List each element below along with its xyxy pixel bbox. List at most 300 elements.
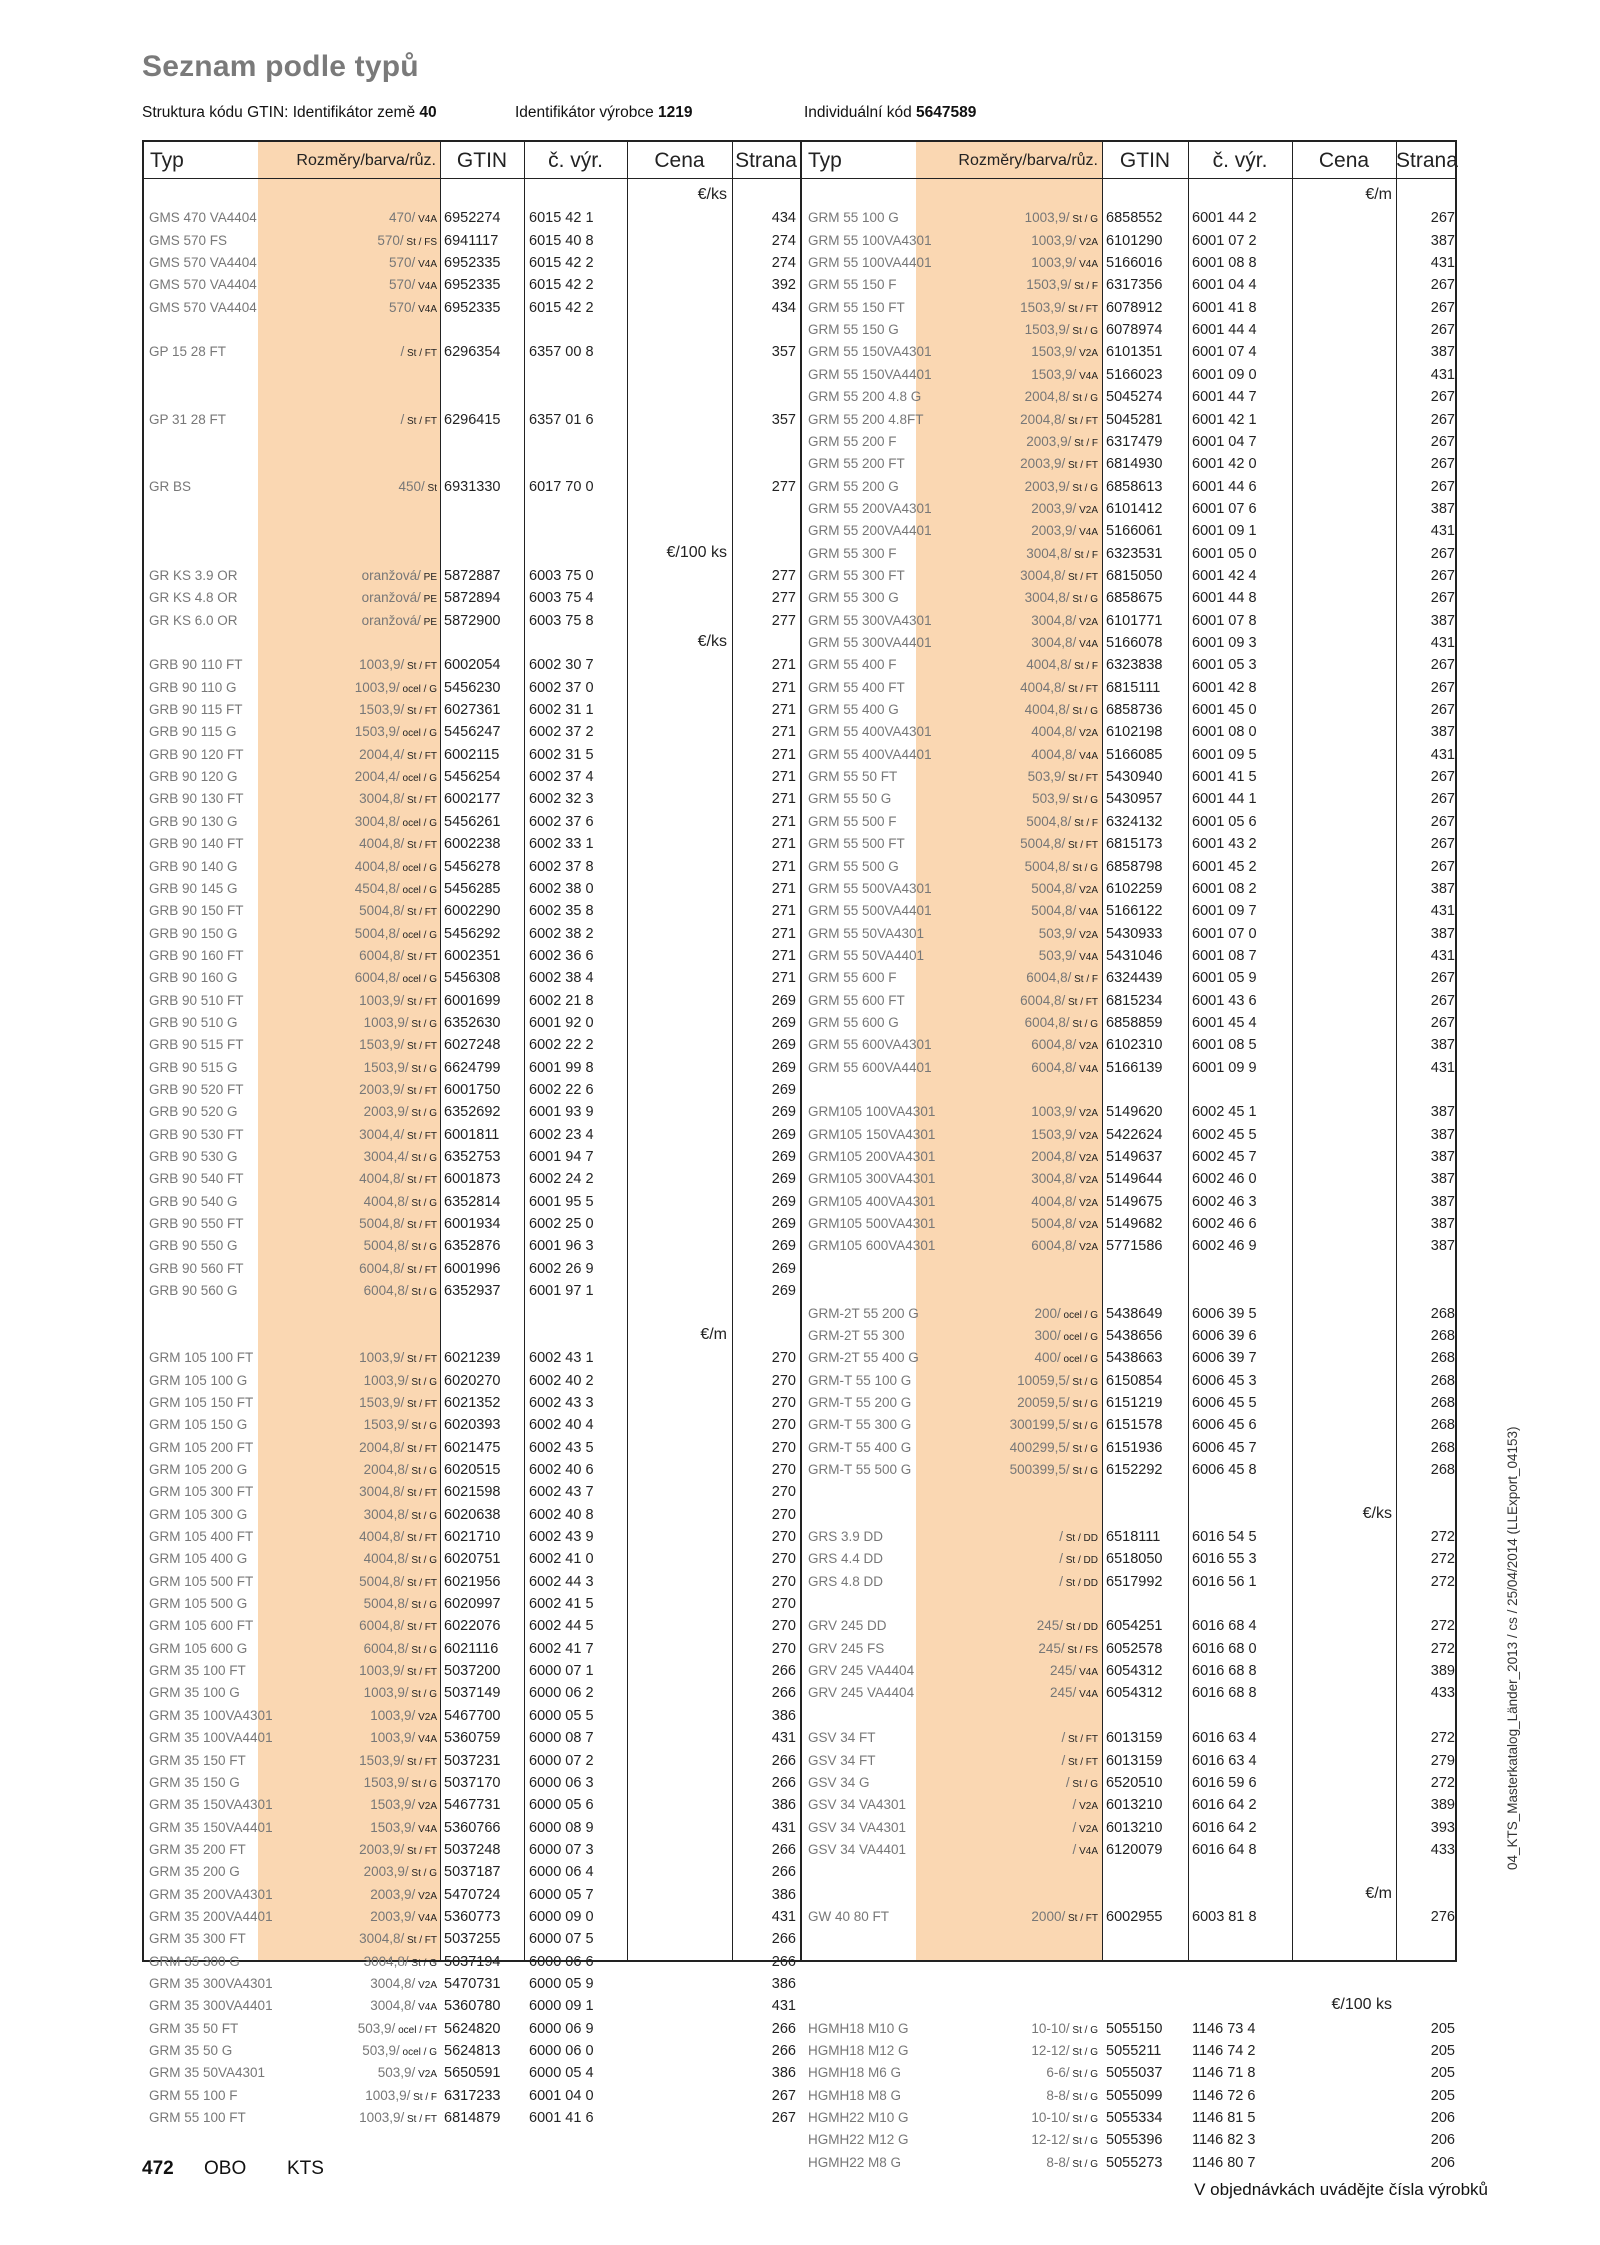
dimension-cell: 1503,9/ ocel / G [354,724,437,740]
page-ref-cell: 272 [1430,1529,1455,1545]
page-ref-cell: 270 [771,1417,796,1434]
dimension-cell: 20059,5/ St / G [1017,1394,1098,1410]
page-ref-cell: 386 [771,1976,796,1992]
page-ref-cell: 387 [1430,925,1455,942]
gtin-cell: 5650591 [444,2065,501,2082]
page-ref-cell: 269 [771,1216,796,1233]
gtin-cell: 6102310 [1106,1037,1163,1054]
article-number-cell: 6002 37 8 [529,858,594,875]
gtin-cell: 5055273 [1106,2154,1163,2171]
type-cell: GRM 35 100 FT [149,1663,246,1679]
material-label: St / G [1069,706,1098,718]
material-label: St / FT [404,1935,437,1947]
material-label: V2A [1076,929,1098,941]
article-number-cell: 6001 05 9 [1192,970,1257,987]
dimension-cell: 1503,9/ St / G [363,1417,437,1433]
material-label: St / FT [404,661,437,673]
gtin-cell: 6020393 [444,1417,501,1434]
type-cell: GRM-T 55 200 G [808,1394,912,1410]
material-label: St / DD [1062,1555,1098,1567]
table-row [144,745,1455,765]
type-cell: GRM 55 50VA4301 [808,925,925,941]
gtin-cell: 5037170 [444,1774,501,1791]
page-ref-cell: 387 [1430,1171,1455,1188]
page-ref-cell: 269 [771,992,796,1009]
article-number-cell: 6000 06 6 [529,1953,594,1970]
table-row [144,991,1455,1011]
gtin-cell: 5055334 [1106,2110,1163,2127]
page-ref-cell: 206 [1430,2132,1455,2149]
type-cell: GRB 90 510 G [149,1014,238,1030]
page-ref-cell: 267 [1430,679,1455,696]
type-cell: GRM 55 400VA4401 [808,746,932,762]
page-ref-cell: 205 [1430,2020,1455,2037]
page-ref-cell: 271 [771,903,796,920]
dimension-cell: 6004,8/ St / G [1024,1014,1098,1030]
table-row [144,2130,1455,2150]
type-cell: GMS 470 VA4404 [149,210,257,226]
gtin-cell: 5055396 [1106,2132,1163,2149]
gtin-cell: 5037200 [444,1663,501,1680]
type-cell: GRS 4.4 DD [808,1551,884,1567]
page-ref-cell: 431 [771,1908,796,1925]
gtin-cell: 6002351 [444,947,501,964]
material-label: St / G [1069,1443,1098,1455]
article-number-cell: 6006 45 3 [1192,1372,1257,1389]
dimension-cell: 4004,8/ St / FT [359,836,437,852]
article-number-cell: 6000 09 1 [529,1998,594,2015]
gtin-cell: 6858552 [1106,210,1163,227]
type-cell: GP 31 28 FT [149,411,227,427]
gtin-cell: 5055037 [1106,2065,1163,2082]
type-cell: GRB 90 520 G [149,1104,238,1120]
type-cell: GRB 90 140 G [149,858,238,874]
type-cell: GRB 90 560 FT [149,1260,244,1276]
page-ref-cell: 431 [771,1730,796,1747]
type-cell: GRM 35 150VA4301 [149,1797,273,1813]
article-number-cell: 1146 73 4 [1192,2020,1256,2037]
table-row [144,1348,1455,1368]
order-note: V objednávkách uvádějte čísla výrobků [1194,2180,1488,2199]
gtin-cell: 6001934 [444,1216,501,1233]
type-cell: GRM-T 55 500 G [808,1461,912,1477]
dimension-cell: / St / FT [1061,1730,1098,1746]
material-label: St / G [1069,1778,1098,1790]
table-row [144,655,1455,675]
material-label: St / FT [404,1577,437,1589]
page-ref-cell: 431 [1430,903,1455,920]
page-ref-cell: 386 [771,1707,796,1724]
table-row [144,1125,1455,1145]
material-label: V2A [1076,236,1098,248]
type-cell: GRM 35 300VA4401 [149,1998,273,2014]
material-label: V4A [1076,1845,1098,1857]
dimension-cell: 450/ St [398,478,437,494]
dimension-cell: 4504,8/ ocel / G [354,880,437,896]
gtin-cell: 6102259 [1106,880,1163,897]
material-label: ocel / G [1060,1331,1098,1343]
material-label: St / FT [1065,571,1098,583]
article-number-cell: 6002 46 3 [1192,1193,1257,1210]
article-number-cell: 6002 38 4 [529,970,594,987]
header-dims: Rozměry/barva/růz. [958,152,1098,169]
dimension-cell: / V2A [1072,1819,1098,1835]
table-row [144,454,1455,474]
material-label: St / FT [1065,415,1098,427]
table-row [144,1996,1455,2016]
dimension-cell: 503,9/ ocel / FT [357,2020,437,2036]
gtin-cell: 5456278 [444,858,501,875]
article-number-cell: 6016 55 3 [1192,1551,1257,1568]
page-ref-cell: 268 [1430,1417,1455,1434]
dimension-cell: 503,9/ St / FT [1027,769,1098,785]
type-cell: GRB 90 560 G [149,1283,238,1299]
gtin-cell: 5438656 [1106,1327,1163,1344]
gtin-cell: 5456292 [444,925,501,942]
gtin-cell: 6101351 [1106,344,1163,361]
material-label: ocel / G [399,884,437,896]
dimension-cell: 245/ St / DD [1036,1618,1098,1634]
article-number-cell: 6003 75 4 [529,590,594,607]
gtin-cell: 6021239 [444,1350,501,1367]
article-number-cell: 6001 42 0 [1192,456,1257,473]
dimension-cell: 6004,8/ St / FT [359,1618,437,1634]
article-number-cell: 6016 63 4 [1192,1752,1257,1769]
table-row [144,1192,1455,1212]
material-label: St / G [1069,2069,1098,2081]
dimension-cell: 6004,8/ St / FT [1020,992,1098,1008]
gtin-cell: 5467700 [444,1707,501,1724]
gtin-cell: 6054251 [1106,1618,1163,1635]
table-row [144,611,1455,631]
dimension-cell: 570/ V4A [389,277,437,293]
article-number-cell: 6001 41 6 [529,2110,594,2127]
article-number-cell: 6001 05 6 [1192,813,1257,830]
dimension-cell: 1003,9/ St / G [1024,210,1098,226]
gtin-cell: 6352753 [444,1149,501,1166]
page-ref-cell: 434 [771,210,796,227]
article-number-cell: 6002 37 0 [529,679,594,696]
dimension-cell: 2003,9/ St / G [1024,478,1098,494]
dimension-cell: 1503,9/ St / FT [1020,299,1098,315]
article-number-cell: 6002 37 6 [529,813,594,830]
article-number-cell: 6001 07 8 [1192,612,1257,629]
material-label: St / FT [404,1488,437,1500]
table-row [144,2153,1455,2173]
page-ref-cell: 270 [771,1484,796,1501]
material-label: St / FT [404,996,437,1008]
gtin-cell: 6317233 [444,2087,501,2104]
material-label: St / G [1069,393,1098,405]
article-number-cell: 6002 45 5 [1192,1126,1257,1143]
article-number-cell: 6001 45 0 [1192,702,1257,719]
page-ref-cell: 272 [1430,1551,1455,1568]
page-ref-cell: 267 [1430,813,1455,830]
table-row [144,1505,1455,1525]
article-number-cell: 6000 07 1 [529,1663,594,1680]
material-label: V2A [415,1980,437,1991]
gtin-cell: 6020638 [444,1506,501,1523]
article-number-cell: 6015 42 1 [529,210,594,227]
type-cell: GRB 90 160 G [149,970,238,986]
page-ref-cell: 274 [771,255,796,272]
material-label: St / FT [1065,460,1098,472]
type-cell: GR KS 6.0 OR [149,612,238,628]
type-cell: GRM 55 500 G [808,858,899,874]
header-gtin: GTIN [456,149,508,172]
article-number-cell: 6002 46 6 [1192,1216,1257,1233]
table-row [144,275,1455,295]
material-label: St / FT [404,1667,437,1679]
material-label: V4A [1076,907,1098,919]
gtin-cell: 6352937 [444,1283,501,1300]
article-number-cell: 6003 75 0 [529,567,594,584]
catalog-name: KTS [287,2158,324,2179]
page-ref-cell: 269 [771,1126,796,1143]
page-ref-cell: 387 [1430,344,1455,361]
type-cell: GSV 34 VA4301 [808,1819,907,1835]
type-cell: GRB 90 530 FT [149,1126,244,1142]
table-row [144,432,1455,452]
type-cell: GRM 35 300 G [149,1953,240,1969]
article-number-cell: 6001 04 7 [1192,433,1257,450]
gtin-cell: 6624799 [444,1059,501,1076]
gtin-cell: 6952274 [444,210,501,227]
dimension-cell: 1003,9/ St / FT [359,1350,437,1366]
dimension-cell: 1503,9/ V2A [370,1797,437,1813]
type-cell: GRB 90 130 FT [149,791,244,807]
page-ref-cell: 267 [1430,456,1455,473]
article-number-cell: 6002 40 4 [529,1417,594,1434]
gtin-cell: 6352814 [444,1193,501,1210]
dimension-cell: 2003,9/ V4A [1031,523,1098,539]
dimension-cell: 3004,4/ St / FT [359,1126,437,1142]
price-unit: €/ks [697,633,727,650]
page-ref-cell: 272 [1430,1573,1455,1590]
type-cell: GR BS [149,478,192,494]
type-cell: GRM 35 100 G [149,1685,240,1701]
material-label: ocel / G [399,2047,437,2059]
type-cell: GRB 90 515 FT [149,1037,244,1053]
page-ref-cell: 386 [771,1886,796,1903]
material-label: St / G [1069,326,1098,338]
type-cell: HGMH18 M10 G [808,2020,909,2036]
gtin-cell: 6941117 [444,232,499,249]
gtin-cell: 6815173 [1106,836,1163,853]
table-row [144,1460,1455,1480]
material-label: St / G [408,1242,437,1254]
article-number-cell: 6002 35 8 [529,903,594,920]
page-ref-cell: 269 [771,1238,796,1255]
article-number-cell: 6001 44 6 [1192,478,1257,495]
article-number-cell: 6001 09 7 [1192,903,1257,920]
article-number-cell: 6002 43 7 [529,1484,594,1501]
material-label: St / G [1069,2024,1098,2036]
dimension-cell: 1003,9/ St / G [363,1372,437,1388]
article-number-cell: 6001 07 0 [1192,925,1257,942]
dimension-cell: 6004,8/ St / FT [359,1260,437,1276]
article-number-cell: 6002 24 2 [529,1171,594,1188]
article-number-cell: 6000 07 3 [529,1841,594,1858]
header-divider [144,178,1455,179]
type-cell: GRM 105 100 G [149,1372,248,1388]
type-cell: GRM 55 100 FT [149,2110,246,2126]
dimension-cell: 4004,8/ V2A [1031,1193,1098,1209]
article-number-cell: 6000 06 2 [529,1685,594,1702]
article-number-cell: 6001 99 8 [529,1059,594,1076]
material-label: St / FT [404,1756,437,1768]
article-number-cell: 6001 44 8 [1192,590,1257,607]
table-row [144,298,1455,318]
table-row [144,342,1455,362]
type-cell: GR KS 3.9 OR [149,567,238,583]
material-label: St / FT [1065,683,1098,695]
page-ref-cell: 271 [771,791,796,808]
type-cell: GRM-2T 55 400 G [808,1350,919,1366]
type-cell: GRM 35 50 G [149,2043,233,2059]
material-label: V4A [1076,370,1098,382]
article-number-cell: 6015 42 2 [529,299,594,316]
article-number-cell: 6001 92 0 [529,1014,594,1031]
material-label: St / FT [404,1086,437,1097]
article-number-cell: 6003 75 8 [529,612,594,629]
type-cell: GRM 105 600 G [149,1640,248,1656]
page-ref-cell: 271 [771,970,796,987]
page-ref-cell: 267 [1430,992,1455,1009]
table-row [144,1304,1455,1324]
type-cell: GRV 245 VA4404 [808,1685,915,1701]
gtin-cell: 6518111 [1106,1529,1161,1545]
page-ref-cell: 269 [771,1037,796,1054]
dimension-cell: 2003,9/ St / FT [1020,456,1098,472]
dimension-cell: 4004,8/ St / G [363,1193,437,1209]
dimension-cell: 503,9/ V2A [1038,925,1098,941]
type-cell: GRM 55 150VA4301 [808,344,932,360]
article-number-cell: 6001 05 3 [1192,657,1257,674]
type-cell: GRM-T 55 100 G [808,1372,912,1388]
page-ref-cell: 271 [771,858,796,875]
material-label: V4A [415,1734,437,1746]
table-row [144,1236,1455,1256]
dimension-cell: 1503,9/ V2A [1031,1126,1098,1142]
table-row [144,477,1455,497]
material-label: V2A [1076,348,1098,360]
type-cell: GRM105 600VA4301 [808,1238,936,1254]
table-row [144,901,1455,921]
table-row [144,1683,1455,1703]
material-label: St / G [408,1197,437,1209]
gtin-cell: 6150854 [1106,1372,1163,1389]
gtin-cell: 5037149 [444,1685,501,1702]
gtin-cell: 6952335 [444,277,501,294]
gtin-cell: 5470731 [444,1976,501,1992]
gtin-cell: 5872900 [444,612,501,629]
article-number-cell: 6002 46 0 [1192,1171,1257,1188]
type-cell: GRM 35 300VA4301 [149,1976,273,1991]
price-unit: €/ks [1362,1504,1392,1522]
gtin-cell: 5166061 [1106,523,1163,540]
article-number-cell: 6006 45 8 [1192,1461,1257,1478]
dimension-cell: 5004,8/ V2A [1031,880,1098,896]
article-number-cell: 6002 44 5 [529,1618,594,1635]
dimension-cell: 503,9/ ocel / G [362,2043,437,2059]
dimension-cell: 300199,5/ St / G [1009,1417,1098,1433]
table-row [144,722,1455,742]
type-cell: GRB 90 540 G [149,1193,238,1209]
dimension-cell: 400/ ocel / G [1034,1350,1098,1366]
gtin-cell: 5422624 [1106,1126,1163,1143]
article-number-cell: 6001 08 7 [1192,947,1257,964]
material-label: V4A [415,214,437,226]
type-cell: GRS 3.9 DD [808,1529,884,1544]
type-cell: GRB 90 520 FT [149,1082,244,1097]
article-number-cell: 6002 40 6 [529,1461,594,1478]
gtin-cell: 5055150 [1106,2020,1163,2037]
gtin-cell: 6323531 [1106,545,1163,562]
material-label: ocel / G [399,817,437,829]
dimension-cell: 400299,5/ St / G [1009,1439,1098,1455]
type-cell: GRM 55 500 F [808,813,897,829]
gtin-cell: 5360759 [444,1730,501,1747]
gtin-cell: 5872887 [444,567,501,584]
page-ref-cell: 272 [1430,1640,1455,1657]
article-number-cell: 6002 40 8 [529,1506,594,1523]
type-cell: GRB 90 145 G [149,880,238,896]
type-cell: GRM 55 500VA4401 [808,903,932,919]
type-cell: GP 15 28 FT [149,344,227,360]
material-label: St / G [1069,1398,1098,1410]
material-label: St / FT [404,750,437,762]
dimension-cell: 3004,8/ St / FT [1020,567,1098,583]
type-cell: GRM 55 200 4.8 G [808,389,922,405]
material-label: St / G [1069,862,1098,874]
material-label: St / FT [1065,996,1098,1008]
page-ref-cell: 267 [1430,210,1455,227]
type-cell: GRM 55 400 FT [808,679,905,695]
material-label: V4A [1076,1689,1098,1701]
gtin-cell: 6296354 [444,344,501,361]
type-cell: GRB 90 115 FT [149,702,243,718]
article-number-cell: 6002 26 9 [529,1260,594,1277]
material-label: PE [420,594,437,606]
dimension-cell: 3004,8/ St / FT [359,791,437,807]
page-ref-cell: 268 [1430,1350,1455,1367]
dimension-cell: 3004,8/ St / FT [359,1931,437,1947]
dimension-cell: 1003,9/ St / G [363,1014,437,1030]
page-ref-cell: 267 [1430,411,1455,428]
price-unit: €/m [700,1325,727,1343]
type-cell: GRB 90 120 G [149,769,238,785]
article-number-cell: 6016 68 8 [1192,1663,1257,1680]
type-cell: GRB 90 150 G [149,925,238,941]
material-label: St / G [408,1063,437,1075]
type-cell: GRM 55 200 G [808,478,899,494]
table-row [144,231,1455,251]
dimension-cell: 12-12/ St / G [1031,2043,1098,2059]
table-row [144,1773,1455,1793]
material-label: St / G [408,1957,437,1969]
dimension-cell: 6004,8/ St / G [363,1283,437,1299]
material-label: St / FT [404,1354,437,1366]
type-cell: GRM 55 500VA4301 [808,880,932,896]
type-cell: GRM 35 50 FT [149,2020,239,2036]
type-cell: GRM 55 300VA4401 [808,635,932,650]
type-cell: GMS 570 VA4404 [149,277,257,293]
page-ref-cell: 433 [1430,1685,1455,1702]
material-label: ocel / G [399,773,437,785]
table-row [144,521,1455,541]
material-label: V4A [1076,527,1098,539]
